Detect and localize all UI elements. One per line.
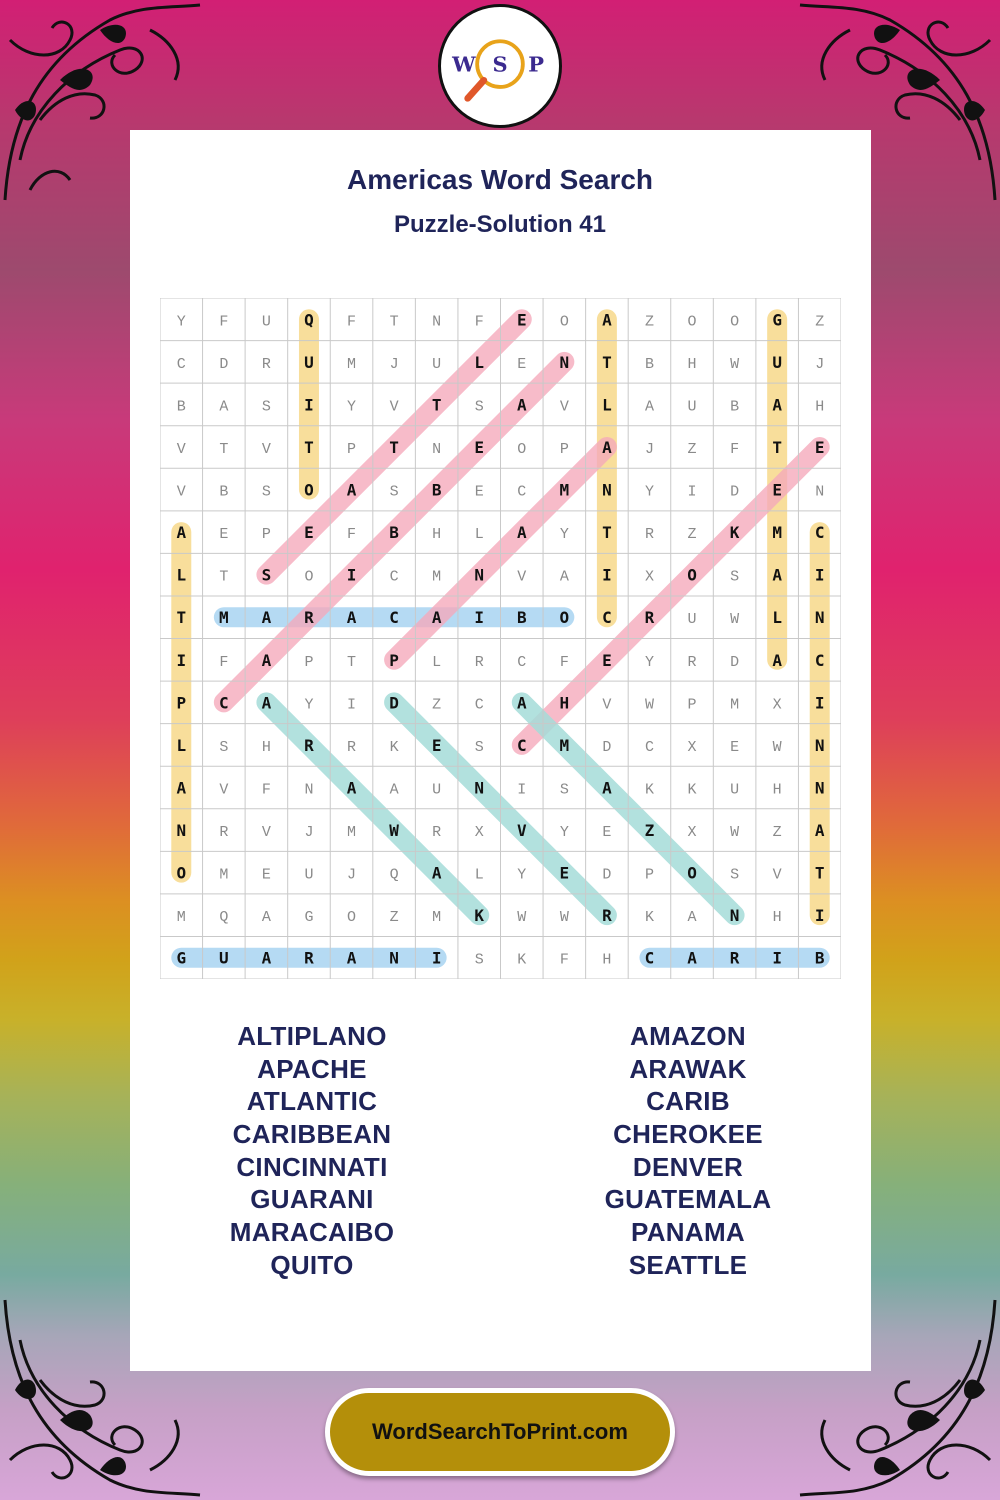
grid-cell-letter[interactable]: S [474, 398, 484, 416]
grid-cell-letter[interactable]: E [772, 480, 782, 500]
grid-cell-letter[interactable]: Y [644, 653, 654, 671]
grid-cell-letter[interactable]: A [346, 480, 357, 500]
grid-cell-letter[interactable]: N [814, 778, 825, 798]
grid-cell-letter[interactable]: F [559, 653, 569, 671]
grid-cell-letter[interactable]: K [644, 909, 654, 927]
word-list-item: ATLANTIC [246, 1086, 378, 1117]
grid-cell-letter[interactable]: Y [176, 313, 186, 331]
grid-cell-letter[interactable]: R [687, 653, 697, 671]
grid-cell-letter[interactable]: J [815, 355, 825, 373]
grid-cell-letter[interactable]: C [389, 608, 399, 628]
grid-cell-letter[interactable]: V [516, 821, 527, 841]
grid-cell-letter[interactable]: R [219, 824, 229, 842]
grid-cell-letter[interactable]: C [814, 650, 825, 670]
grid-cell-letter[interactable]: S [261, 398, 271, 416]
grid-cell-letter[interactable]: M [772, 523, 782, 543]
grid-cell-letter[interactable]: N [432, 313, 442, 331]
grid-cell-letter[interactable]: S [219, 738, 229, 756]
grid-cell-letter[interactable]: K [474, 906, 485, 926]
logo-letter-p: P [528, 51, 545, 77]
word-list-left [162, 1020, 462, 1282]
grid-cell-letter[interactable]: W [772, 738, 782, 756]
grid-cell-letter[interactable]: M [730, 696, 740, 714]
grid-cell-letter[interactable]: I [346, 565, 357, 585]
grid-cell-letter[interactable]: R [261, 355, 271, 373]
grid-cell-letter[interactable]: N [432, 440, 442, 458]
grid-cell-letter[interactable]: K [644, 781, 654, 799]
grid-cell-letter[interactable]: J [347, 866, 357, 884]
wsp-logo[interactable] [438, 4, 562, 128]
grid-cell-letter[interactable]: K [729, 523, 740, 543]
grid-cell-letter[interactable]: Z [687, 526, 697, 544]
grid-cell-letter[interactable]: I [304, 395, 314, 415]
grid-cell-letter[interactable]: F [730, 440, 740, 458]
grid-cell-letter[interactable]: I [176, 650, 187, 670]
grid-cell-letter[interactable]: V [389, 398, 399, 416]
grid-cell-letter[interactable]: V [602, 696, 612, 714]
logo-letter-w: W [452, 51, 476, 77]
grid-cell-letter[interactable]: A [516, 395, 527, 415]
grid-cell-letter[interactable]: B [814, 948, 825, 968]
grid-cell-letter[interactable]: M [219, 608, 229, 628]
grid-cell-letter[interactable]: X [687, 738, 697, 756]
grid-cell-letter[interactable]: R [304, 735, 314, 755]
grid-cell-letter[interactable]: T [304, 437, 314, 457]
grid-cell-letter[interactable]: L [474, 352, 485, 372]
grid-cell-letter[interactable]: T [772, 437, 782, 457]
grid-cell-letter[interactable]: S [474, 951, 484, 969]
grid-cell-letter[interactable]: C [517, 653, 527, 671]
grid-cell-letter[interactable]: N [814, 735, 825, 755]
grid-cell-letter[interactable]: T [814, 863, 825, 883]
grid-cell-letter[interactable]: O [687, 863, 697, 883]
grid-cell-letter[interactable]: A [261, 608, 272, 628]
grid-cell-letter[interactable]: T [347, 653, 357, 671]
grid-cell-letter[interactable]: E [474, 483, 484, 501]
grid-cell-letter[interactable]: A [346, 608, 357, 628]
grid-cell-letter[interactable]: U [304, 866, 314, 884]
grid-cell-letter[interactable]: N [602, 480, 612, 500]
grid-cell-letter[interactable]: V [176, 440, 186, 458]
page-title: Americas Word Search [346, 164, 654, 195]
grid-cell-letter[interactable]: N [559, 352, 570, 372]
grid-cell-letter[interactable]: L [772, 608, 782, 628]
grid-cell-letter[interactable]: P [644, 866, 654, 884]
word-list-item: SEATTLE [628, 1249, 748, 1280]
grid-cell-letter[interactable]: Z [687, 440, 697, 458]
grid-cell-letter[interactable]: B [644, 355, 654, 373]
grid-cell-letter[interactable]: M [219, 866, 229, 884]
grid-cell-letter[interactable]: V [261, 440, 271, 458]
grid-cell-letter[interactable]: C [602, 608, 612, 628]
grid-cell-letter[interactable]: P [261, 526, 271, 544]
grid-cell-letter[interactable]: R [602, 906, 612, 926]
grid-cell-letter[interactable]: F [347, 526, 357, 544]
grid-cell-letter[interactable]: Z [644, 313, 654, 331]
grid-cell-letter[interactable]: C [474, 696, 484, 714]
word-list-item: MARACAIBO [229, 1217, 395, 1248]
grid-cell-letter[interactable]: C [516, 735, 527, 755]
grid-cell-letter[interactable]: B [176, 398, 186, 416]
grid-cell-letter[interactable]: M [559, 480, 570, 500]
grid-cell-letter[interactable]: B [431, 480, 442, 500]
grid-cell-letter[interactable]: C [814, 523, 825, 543]
grid-cell-letter[interactable]: V [176, 483, 186, 501]
page-subtitle: Puzzle-Solution 41 [393, 211, 606, 238]
grid-cell-letter[interactable]: P [176, 693, 187, 713]
grid-cell-letter[interactable]: A [602, 778, 612, 798]
grid-cell-letter[interactable]: M [347, 355, 357, 373]
grid-cell-letter[interactable]: C [176, 355, 186, 373]
grid-cell-letter[interactable]: T [389, 437, 399, 457]
grid-cell-letter[interactable]: C [644, 948, 655, 968]
grid-cell-letter[interactable]: C [644, 738, 654, 756]
grid-cell-letter[interactable]: N [176, 821, 187, 841]
grid-cell-letter[interactable]: J [389, 355, 399, 373]
word-list-item: GUARANI [250, 1184, 374, 1215]
logo-letter-s: S [492, 51, 508, 77]
grid-cell-letter[interactable]: U [687, 398, 697, 416]
grid-cell-letter[interactable]: S [389, 483, 399, 501]
grid-cell-letter[interactable]: B [730, 398, 740, 416]
grid-cell-letter[interactable]: D [219, 355, 229, 373]
grid-cell-letter[interactable]: A [814, 821, 825, 841]
word-list-item: CHEROKEE [613, 1119, 763, 1150]
grid-cell-letter[interactable]: T [389, 313, 399, 331]
grid-cell-letter[interactable]: A [516, 693, 527, 713]
grid-cell-letter[interactable]: F [347, 313, 357, 331]
grid-cell-letter[interactable]: A [346, 948, 357, 968]
grid-cell-letter[interactable]: K [517, 951, 527, 969]
grid-cell-letter[interactable]: P [304, 653, 314, 671]
grid-cell-letter[interactable]: Y [517, 866, 527, 884]
grid-cell-letter[interactable]: L [176, 565, 187, 585]
grid-cell-letter[interactable]: M [559, 735, 570, 755]
grid-cell-letter[interactable]: E [304, 523, 314, 543]
grid-cell-letter[interactable]: Z [772, 824, 782, 842]
grid-cell-letter[interactable]: I [814, 693, 825, 713]
grid-cell-letter[interactable]: E [516, 310, 527, 330]
grid-cell-letter[interactable]: K [389, 738, 399, 756]
grid-cell-letter[interactable]: A [772, 395, 782, 415]
grid-cell-letter[interactable]: A [261, 693, 272, 713]
word-list-item: QUITO [270, 1249, 354, 1280]
grid-cell-letter[interactable]: B [389, 523, 399, 543]
grid-cell-letter[interactable]: K [687, 781, 697, 799]
grid-cell-letter[interactable]: V [219, 781, 229, 799]
grid-cell-letter[interactable]: I [814, 565, 825, 585]
grid-cell-letter[interactable]: A [261, 909, 271, 927]
grid-cell-letter[interactable]: L [432, 653, 442, 671]
grid-cell-letter[interactable]: R [474, 653, 484, 671]
grid-cell-letter[interactable]: R [347, 738, 357, 756]
grid-cell-letter[interactable]: U [432, 781, 442, 799]
grid-cell-letter[interactable]: U [432, 355, 442, 373]
grid-cell-letter[interactable]: P [559, 440, 569, 458]
word-list-item: DENVER [632, 1151, 744, 1182]
grid-cell-letter[interactable]: E [602, 650, 612, 670]
word-list [0, 1020, 1000, 1290]
grid-cell-letter[interactable]: U [687, 611, 697, 629]
grid-cell-letter[interactable]: U [772, 352, 782, 372]
grid-cell-letter[interactable]: O [517, 440, 527, 458]
website-link-button[interactable] [325, 1388, 675, 1476]
grid-cell-letter[interactable]: U [261, 313, 271, 331]
grid-cell-letter[interactable]: A [261, 650, 272, 670]
grid-cell-letter[interactable]: L [176, 735, 187, 755]
grid-cell-letter[interactable]: O [559, 608, 570, 628]
grid-cell-letter[interactable]: S [474, 738, 484, 756]
grid-cell-letter[interactable]: I [687, 483, 697, 501]
grid-cell-letter[interactable]: O [730, 313, 740, 331]
grid-cell-letter[interactable]: S [730, 568, 740, 586]
grid-cell-letter[interactable]: T [219, 440, 229, 458]
grid-cell-letter[interactable]: E [474, 437, 485, 457]
grid-cell-letter[interactable]: R [304, 948, 314, 968]
grid-cell-letter[interactable]: A [644, 398, 654, 416]
grid-cell-letter[interactable]: T [602, 352, 612, 372]
word-list-item: AMAZON [630, 1021, 746, 1051]
grid-cell-letter[interactable]: W [730, 355, 740, 373]
grid-cell-letter[interactable]: I [474, 608, 485, 628]
grid-cell-letter[interactable]: H [772, 781, 782, 799]
grid-cell-letter[interactable]: N [815, 483, 825, 501]
grid-cell-letter[interactable]: G [772, 310, 782, 330]
grid-cell-letter[interactable]: B [516, 608, 527, 628]
grid-cell-letter[interactable]: W [517, 909, 527, 927]
grid-cell-letter[interactable]: E [431, 735, 442, 755]
grid-cell-letter[interactable]: W [730, 824, 740, 842]
grid-cell-letter[interactable]: Y [304, 696, 314, 714]
grid-cell-letter[interactable]: D [389, 693, 399, 713]
word-list-item: CARIB [646, 1086, 730, 1117]
grid-cell-letter[interactable]: O [559, 313, 569, 331]
grid-cell-letter[interactable]: W [559, 909, 569, 927]
grid-cell-letter[interactable]: M [432, 568, 442, 586]
grid-cell-letter[interactable]: Y [559, 824, 569, 842]
grid-cell-letter[interactable]: D [730, 483, 740, 501]
grid-cell-letter[interactable]: F [261, 781, 271, 799]
grid-cell-letter[interactable]: N [389, 948, 399, 968]
grid-cell-letter[interactable]: D [730, 653, 740, 671]
grid-cell-letter[interactable]: M [432, 909, 442, 927]
grid-cell-letter[interactable]: X [644, 568, 654, 586]
grid-cell-letter[interactable]: P [389, 650, 399, 670]
grid-cell-letter[interactable]: V [772, 866, 782, 884]
grid-cell-letter[interactable]: E [261, 866, 271, 884]
grid-cell-letter[interactable]: Y [559, 526, 569, 544]
grid-cell-letter[interactable]: X [474, 824, 484, 842]
grid-cell-letter[interactable]: A [559, 568, 569, 586]
grid-cell-letter[interactable]: Z [644, 821, 655, 841]
grid-cell-letter[interactable]: F [219, 313, 229, 331]
grid-cell-letter[interactable]: F [559, 951, 569, 969]
grid-cell-letter[interactable]: V [261, 824, 271, 842]
grid-cell-letter[interactable]: T [219, 568, 229, 586]
grid-cell-letter[interactable]: A [687, 948, 697, 968]
grid-cell-letter[interactable]: A [346, 778, 357, 798]
grid-cell-letter[interactable]: I [347, 696, 357, 714]
grid-cell-letter[interactable]: I [517, 781, 527, 799]
grid-cell-letter[interactable]: E [559, 863, 570, 883]
grid-canvas [160, 298, 841, 979]
grid-cell-letter[interactable]: O [687, 565, 697, 585]
grid-cell-letter[interactable]: A [176, 523, 187, 543]
grid-cell-letter[interactable]: O [304, 480, 314, 500]
grid-cell-letter[interactable]: R [644, 608, 655, 628]
grid-cell-letter[interactable]: V [559, 398, 569, 416]
word-list-item: APACHE [257, 1053, 367, 1084]
word-list-item: ARAWAK [629, 1053, 747, 1084]
grid-cell-letter[interactable]: A [389, 781, 399, 799]
grid-cell-letter[interactable]: I [431, 948, 442, 968]
grid-cell-letter[interactable]: C [389, 568, 399, 586]
grid-cell-letter[interactable]: Z [432, 696, 442, 714]
grid-cell-letter[interactable]: Z [815, 313, 825, 331]
grid-cell-letter[interactable]: A [431, 608, 442, 628]
grid-cell-letter[interactable]: S [730, 866, 740, 884]
grid-cell-letter[interactable]: L [602, 395, 612, 415]
grid-cell-letter[interactable]: Y [644, 483, 654, 501]
grid-cell-letter[interactable]: L [474, 866, 484, 884]
grid-cell-letter[interactable]: H [432, 526, 442, 544]
grid-cell-letter[interactable]: Q [389, 866, 399, 884]
grid-cell-letter[interactable]: U [219, 948, 229, 968]
grid-cell-letter[interactable]: P [687, 696, 697, 714]
grid-cell-letter[interactable]: H [261, 738, 271, 756]
grid-cell-letter[interactable]: J [304, 824, 314, 842]
grid-cell-letter[interactable]: N [474, 565, 485, 585]
word-list-item: PANAMA [631, 1217, 745, 1248]
grid-cell-letter[interactable]: R [644, 526, 654, 544]
grid-cell-letter[interactable]: W [730, 611, 740, 629]
word-list-item: CINCINNATI [236, 1151, 388, 1182]
grid-cell-letter[interactable]: A [176, 778, 187, 798]
grid-cell-letter[interactable]: H [602, 951, 612, 969]
grid-cell-letter[interactable]: A [772, 650, 782, 670]
word-list-item: GUATEMALA [604, 1184, 772, 1215]
grid-cell-letter[interactable]: E [602, 824, 612, 842]
website-link-label: WordSearchToPrint.com [372, 1419, 628, 1444]
grid-cell-letter[interactable]: A [602, 310, 612, 330]
grid-cell-letter[interactable]: A [516, 523, 527, 543]
grid-cell-letter[interactable]: X [687, 824, 697, 842]
grid-cell-letter[interactable]: D [602, 866, 612, 884]
grid-cell-letter[interactable]: Q [219, 909, 229, 927]
grid-cell-letter[interactable]: A [687, 909, 697, 927]
grid-cell-letter[interactable]: I [602, 565, 612, 585]
grid-cell-letter[interactable]: H [772, 909, 782, 927]
grid-cell-letter[interactable]: A [219, 398, 229, 416]
grid-cell-letter[interactable]: D [602, 738, 612, 756]
word-list-item: ALTIPLANO [237, 1021, 387, 1051]
grid-cell-letter[interactable]: A [602, 437, 612, 457]
grid-cell-letter[interactable]: E [730, 738, 740, 756]
grid-cell-letter[interactable]: R [432, 824, 442, 842]
grid-cell-letter[interactable]: Z [389, 909, 399, 927]
grid-cell-letter[interactable]: T [176, 608, 187, 628]
grid-cell-letter[interactable]: M [347, 824, 357, 842]
grid-cell-letter[interactable]: N [729, 906, 740, 926]
grid-cell-letter[interactable]: C [219, 693, 229, 713]
grid-cell-letter[interactable]: O [347, 909, 357, 927]
grid-cell-letter[interactable]: N [814, 608, 825, 628]
grid-cell-letter[interactable]: E [814, 437, 825, 457]
grid-cell-letter[interactable]: A [431, 863, 442, 883]
grid-cell-letter[interactable]: F [219, 653, 229, 671]
grid-cell-letter[interactable]: M [176, 909, 186, 927]
grid-cell-letter[interactable]: W [389, 821, 399, 841]
grid-cell-letter[interactable]: H [559, 693, 570, 713]
grid-cell-letter[interactable]: H [815, 398, 825, 416]
grid-cell-letter[interactable]: C [517, 483, 527, 501]
grid-cell-letter[interactable]: W [644, 696, 654, 714]
grid-cell-letter[interactable]: T [602, 523, 612, 543]
grid-cell-letter[interactable]: V [517, 568, 527, 586]
grid-cell-letter[interactable]: F [474, 313, 484, 331]
grid-cell-letter[interactable]: G [176, 948, 187, 968]
grid-cell-letter[interactable]: O [176, 863, 187, 883]
grid-cell-letter[interactable]: N [474, 778, 485, 798]
grid-cell-letter[interactable]: G [304, 909, 314, 927]
grid-cell-letter[interactable]: U [304, 352, 314, 372]
grid-cell-letter[interactable]: S [559, 781, 569, 799]
grid-cell-letter[interactable]: X [772, 696, 782, 714]
grid-cell-letter[interactable]: E [517, 355, 527, 373]
grid-cell-letter[interactable]: J [644, 440, 654, 458]
grid-cell-letter[interactable]: N [304, 781, 314, 799]
grid-cell-letter[interactable]: H [687, 355, 697, 373]
grid-cell-letter[interactable]: L [474, 526, 484, 544]
grid-cell-letter[interactable]: R [729, 948, 740, 968]
grid-cell-letter[interactable]: I [814, 906, 825, 926]
grid-cell-letter[interactable]: Y [347, 398, 357, 416]
grid-cell-letter[interactable]: A [261, 948, 272, 968]
word-list-right [538, 1020, 838, 1282]
grid-cell-letter[interactable]: I [772, 948, 782, 968]
grid-cell-letter[interactable]: B [219, 483, 229, 501]
grid-cell-letter[interactable]: T [431, 395, 442, 415]
grid-cell-letter[interactable]: R [304, 608, 314, 628]
grid-cell-letter[interactable]: O [687, 313, 697, 331]
grid-cell-letter[interactable]: E [219, 526, 229, 544]
word-list-item: CARIBBEAN [232, 1119, 392, 1150]
grid-cell-letter[interactable]: S [261, 565, 272, 585]
grid-cell-letter[interactable]: S [261, 483, 271, 501]
grid-cell-letter[interactable]: P [347, 440, 357, 458]
grid-cell-letter[interactable]: U [730, 781, 740, 799]
grid-cell-letter[interactable]: O [304, 568, 314, 586]
grid-cell-letter[interactable]: Q [304, 310, 314, 330]
grid-cell-letter[interactable]: A [772, 565, 782, 585]
word-search-grid[interactable] [160, 298, 841, 979]
